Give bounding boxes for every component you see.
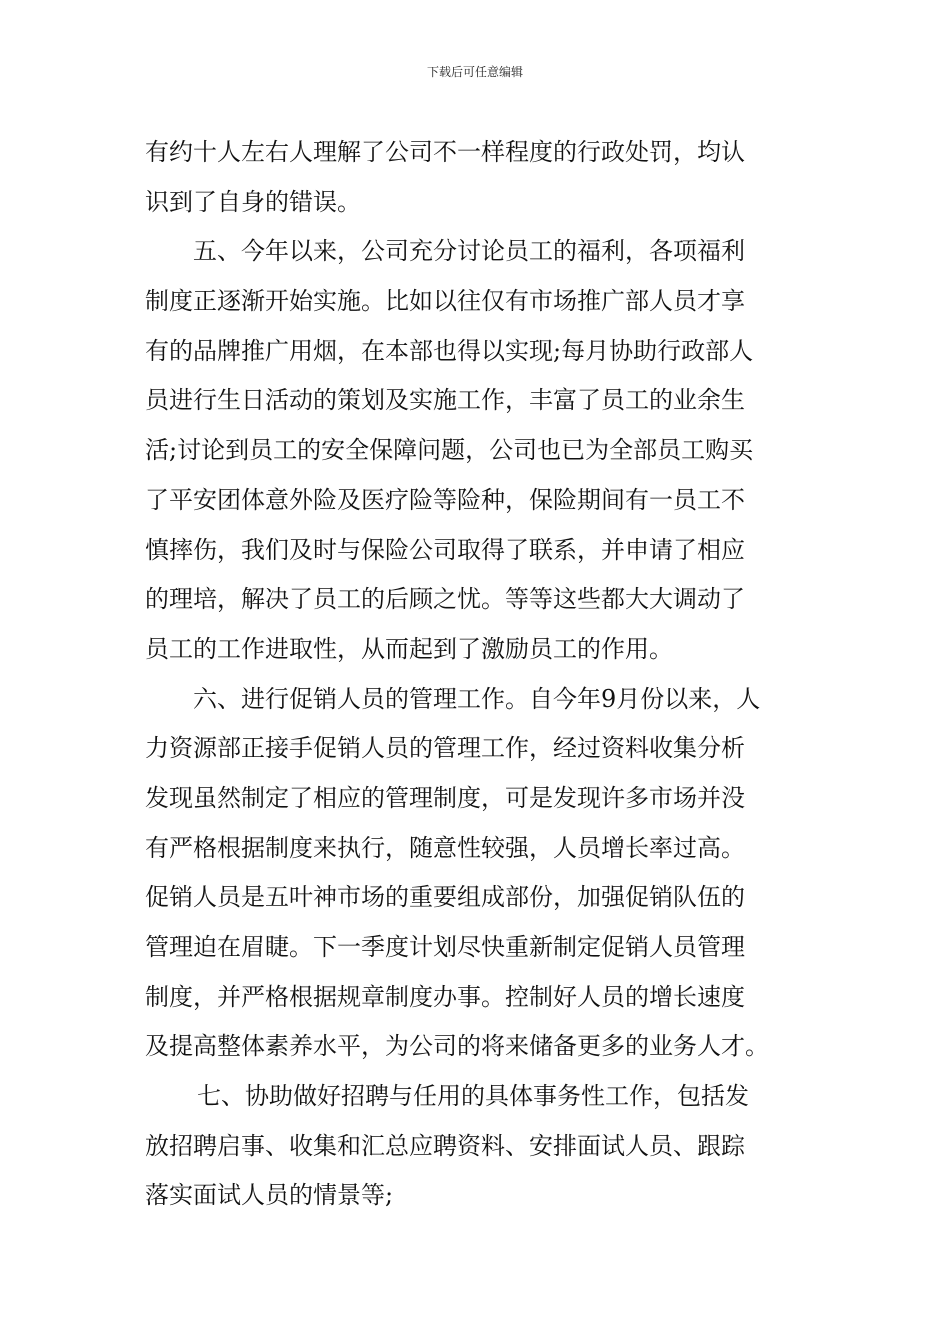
paragraph-five-start: 五、今年以来，公司充分讨论员工的福利，各项福利: [193, 237, 745, 266]
text-line: 力资源部正接手促销人员的管理工作，经过资料收集分析: [145, 734, 745, 763]
text-line: 的理培，解决了员工的后顾之忧。等等这些都大大调动了: [145, 585, 745, 614]
text-line: 员进行生日活动的策划及实施工作，丰富了员工的业余生: [145, 386, 745, 415]
text-line: 员工的工作进取性，从而起到了激励员工的作用。: [145, 634, 673, 663]
text-line: 活;讨论到员工的安全保障问题，公司也已为全部员工购买: [145, 436, 754, 465]
body-text: [145, 128, 810, 1221]
text-line: 了平安团体意外险及医疗险等险种，保险期间有一员工不: [145, 485, 745, 514]
paragraph-seven-start: 七、协助做好招聘与任用的具体事务性工作，包括发: [197, 1082, 749, 1111]
text-line: 落实面试人员的情景等;: [145, 1181, 394, 1210]
text-line: 慎摔伤，我们及时与保险公司取得了联系，并申请了相应: [145, 535, 745, 564]
page-header: 下载后可任意编辑: [426, 65, 523, 79]
text-line: 有严格根据制度来执行，随意性较强，人员增长率过高。: [145, 833, 745, 862]
text-line: 有约十人左右人理解了公司不一样程度的行政处罚，均认: [145, 138, 745, 166]
text-line: 及提高整体素养水平，为公司的将来储备更多的业务人才。: [145, 1032, 769, 1061]
text-line: 放招聘启事、收集和汇总应聘资料、安排面试人员、跟踪: [145, 1131, 745, 1160]
text-line: 管理迫在眉睫。下一季度计划尽快重新制定促销人员管理: [145, 933, 745, 961]
text-line: 促销人员是五叶神市场的重要组成部份，加强促销队伍的: [145, 883, 745, 912]
text-line: 制度正逐渐开始实施。比如以往仅有市场推广部人员才享: [145, 287, 745, 316]
text-line: 制度，并严格根据规章制度办事。控制好人员的增长速度: [145, 982, 745, 1011]
text-line: 识到了自身的错误。: [145, 187, 361, 216]
paragraph-six-start: 六、进行促销人员的管理工作。自今年9月份以来，人: [193, 684, 761, 713]
text-line: 有的品牌推广用烟，在本部也得以实现;每月协助行政部人: [145, 336, 754, 365]
text-line: 发现虽然制定了相应的管理制度，可是发现许多市场并没: [145, 783, 745, 812]
